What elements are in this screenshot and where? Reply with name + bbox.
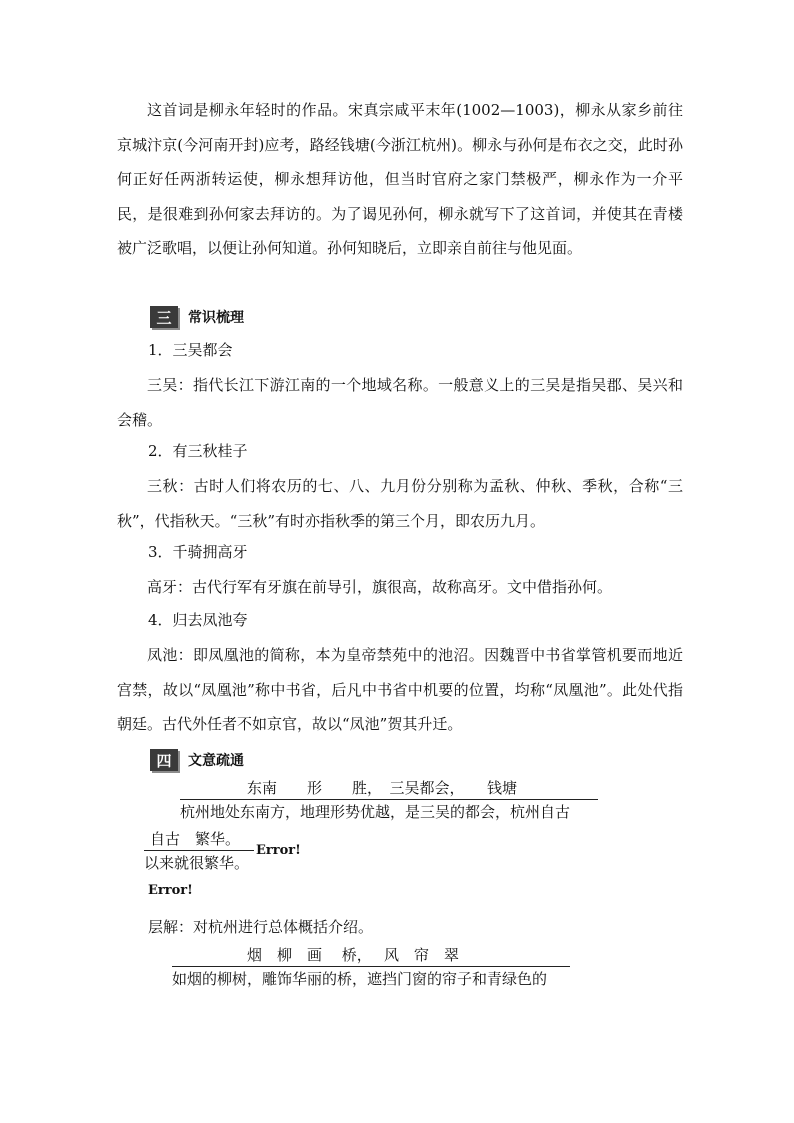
item-body: 三吴：指代长江下游江南的一个地域名称。一般意义上的三吴是指吴郡、吴兴和会稽。 bbox=[117, 376, 683, 429]
error-field: Error! bbox=[148, 883, 193, 898]
section-number-badge: 四 bbox=[150, 749, 178, 771]
intro-paragraph: 这首词是柳永年轻时的作品。宋真宗咸平末年(1002—1003)，柳永从家乡前往京城汴京(今河南开封)应考，路经钱塘(今浙江杭州)。柳永与孙何是布衣之交，此时孙何正好任两浙转运使，柳永想拜访他，但当时官府之家门禁极严，柳永作为一介平民，是很难到孙何家去拜访的。为了谒见孙何，柳永就写下了这首词，并使其在青楼被广泛歌唱，以便让孙何知道。孙何知晓后，立即亲自前往与他见面。 bbox=[117, 101, 683, 257]
section-number-badge: 三 bbox=[150, 306, 178, 328]
item-body: 凤池：即凤凰池的简称，本为皇帝禁苑中的池沼。因魏晋中书省掌管机要而地近宫禁，故以“凤凰池”称中书省，后凡中书省中机要的位置，均称“凤凰池”。此处代指朝廷。古代外任者不如京官，故以“凤池”贺其升迁。 bbox=[117, 646, 683, 733]
error-field: Error! bbox=[256, 843, 301, 858]
original-text-line: 自古 繁华。 bbox=[150, 830, 241, 848]
item-body: 三秋：古时人们将农历的七、八、九月份分别称为孟秋、仲秋、季秋，合称“三秋”，代指秋天。“三秋”有时亦指秋季的第三个月，即农历九月。 bbox=[117, 477, 683, 530]
original-text-line: 烟 柳 画 桥， 风 帘 翠 bbox=[247, 946, 460, 964]
section-heading-common-knowledge bbox=[150, 305, 244, 329]
layer-note: 层解：对杭州进行总体概括介绍。 bbox=[148, 918, 374, 936]
annotation-rule bbox=[172, 966, 570, 967]
section-title: 常识梳理 bbox=[188, 310, 244, 326]
section-title: 文意疏通 bbox=[188, 753, 244, 769]
original-text-line: 东南 形 胜， 三吴都会， 钱塘 bbox=[247, 779, 518, 797]
item-body: 高牙：古代行军有牙旗在前导引，旗很高，故称高牙。文中借指孙何。 bbox=[147, 578, 613, 596]
annotation-rule bbox=[144, 850, 254, 851]
translation-line: 杭州地处东南方，地理形势优越，是三吴的都会，杭州自古 bbox=[180, 803, 571, 821]
section-heading-text-meaning bbox=[150, 748, 244, 772]
translation-line: 如烟的柳树，雕饰华丽的桥，遮挡门窗的帘子和青绿色的 bbox=[172, 970, 548, 988]
item-heading: 2．有三秋桂子 bbox=[148, 442, 248, 460]
translation-line: 以来就很繁华。 bbox=[144, 854, 250, 872]
annotation-rule bbox=[180, 799, 598, 800]
item-heading: 3．千骑拥高牙 bbox=[148, 543, 248, 561]
item-heading: 4．归去凤池夸 bbox=[148, 611, 248, 629]
item-heading: 1．三吴都会 bbox=[148, 341, 233, 359]
